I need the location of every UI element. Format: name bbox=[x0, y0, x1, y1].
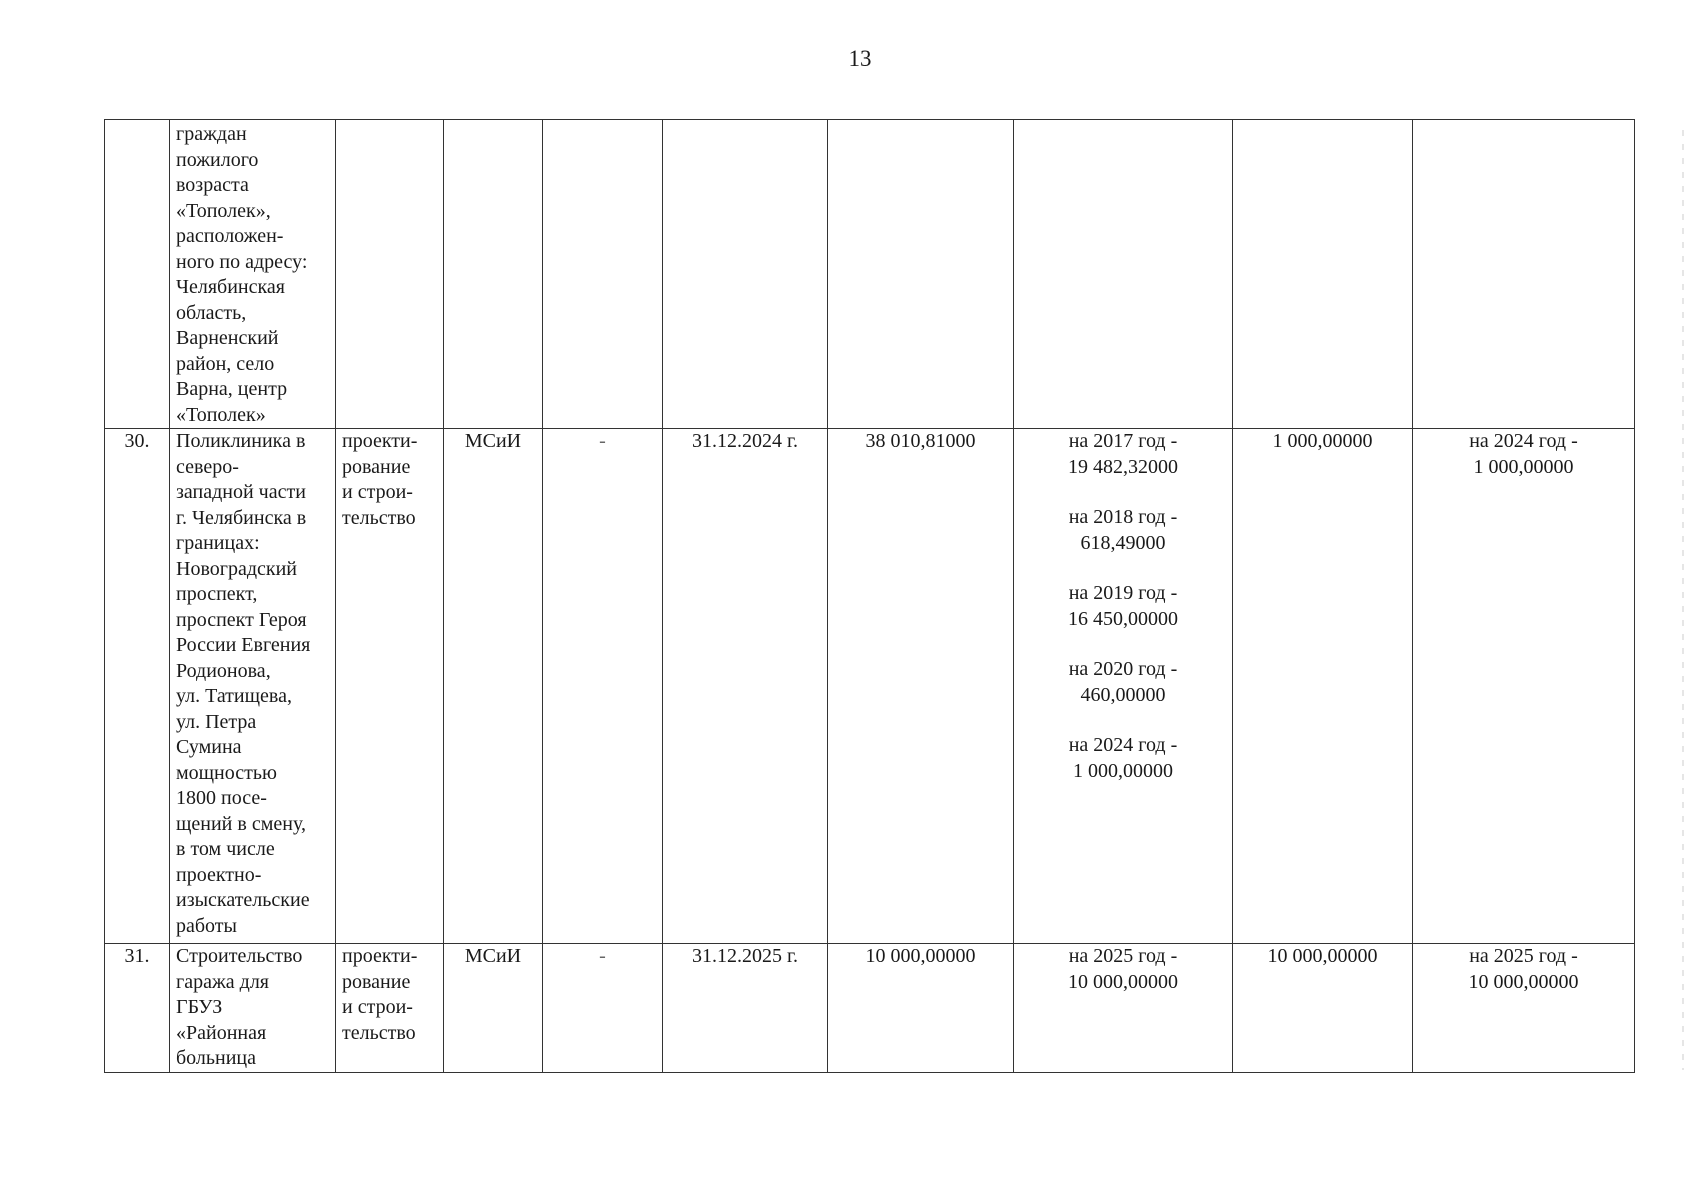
yearly-funding-cell bbox=[1014, 429, 1233, 944]
object-name-line: щений в смену, bbox=[176, 812, 306, 835]
object-name-line: «Районная bbox=[176, 1021, 267, 1044]
year-funding-line: на 2019 год - bbox=[1068, 582, 1178, 604]
work-type-line: тельство bbox=[342, 1021, 416, 1044]
year-funding-line: 10 000,00000 bbox=[1068, 970, 1178, 993]
object-name-line: работы bbox=[176, 914, 237, 937]
amount-cell: 10 000,00000 bbox=[1233, 944, 1413, 1073]
object-name-line: северо- bbox=[176, 455, 239, 478]
object-name-line: мощностью bbox=[176, 761, 277, 784]
work-type-line: тельство bbox=[342, 506, 416, 529]
total-cost-cell: 10 000,00000 bbox=[828, 944, 1014, 1073]
object-name-line: граждан bbox=[176, 123, 247, 145]
year-funding-line: на 2018 год - bbox=[1068, 506, 1178, 528]
object-name-line: проспект Героя bbox=[176, 608, 307, 631]
year-funding-line: 460,00000 bbox=[1080, 683, 1166, 706]
construction-objects-table bbox=[104, 119, 1635, 1073]
completion-date-cell: 31.12.2024 г. bbox=[663, 429, 828, 944]
year-funding-line: 1 000,00000 bbox=[1073, 759, 1173, 782]
object-name-line: ГБУЗ bbox=[176, 996, 223, 1018]
completion-date-cell: 31.12.2025 г. bbox=[663, 944, 828, 1073]
year-funding-line: на 2017 год - bbox=[1068, 430, 1178, 452]
object-name-cell bbox=[170, 120, 336, 429]
object-name-line: «Тополек», bbox=[176, 199, 271, 222]
ministry-cell: МСиИ bbox=[444, 944, 543, 1073]
year-funding-entry bbox=[1020, 581, 1226, 632]
object-name-line: расположен- bbox=[176, 225, 284, 247]
planned-funding-line: 10 000,00000 bbox=[1468, 970, 1579, 993]
amount-cell bbox=[1233, 120, 1413, 429]
work-type-cell bbox=[336, 120, 444, 429]
object-name-line: гаража для bbox=[176, 970, 270, 993]
year-funding-line: на 2024 год - bbox=[1068, 734, 1178, 756]
table-row bbox=[105, 429, 1635, 944]
object-name-line: Строительство bbox=[176, 945, 303, 967]
dash-cell bbox=[543, 944, 663, 1073]
row-number-cell bbox=[105, 120, 170, 429]
row-number-cell: 31. bbox=[105, 944, 170, 1073]
object-name-line: больница bbox=[176, 1047, 256, 1069]
object-name-line: 1800 посе- bbox=[176, 787, 267, 809]
year-funding-entry bbox=[1020, 429, 1226, 480]
planned-funding-line: на 2025 год - bbox=[1469, 945, 1578, 967]
total-cost-cell bbox=[828, 120, 1014, 429]
object-name-line: Варненский bbox=[176, 327, 279, 349]
work-type-line: рование bbox=[342, 970, 411, 993]
work-type-line: проекти- bbox=[342, 430, 418, 452]
year-funding-line: на 2025 год - bbox=[1068, 945, 1178, 967]
object-name-line: изыскательские bbox=[176, 889, 310, 911]
dash-cell bbox=[543, 429, 663, 944]
year-funding-entry bbox=[1020, 657, 1226, 708]
object-name-line: пожилого bbox=[176, 148, 259, 171]
object-name-line: Поликлиника в bbox=[176, 430, 306, 452]
ministry-cell bbox=[444, 120, 543, 429]
ministry-cell: МСиИ bbox=[444, 429, 543, 944]
year-funding-line: 618,49000 bbox=[1080, 531, 1166, 554]
object-name-line: границах: bbox=[176, 532, 260, 554]
page-number: 13 bbox=[848, 46, 872, 71]
planned-funding-line: на 2024 год - bbox=[1469, 430, 1578, 452]
object-name-line: ул. Петра bbox=[176, 710, 257, 733]
work-type-line: и строи- bbox=[342, 481, 413, 503]
object-name-line: г. Челябинска в bbox=[176, 506, 307, 529]
completion-date-cell bbox=[663, 120, 828, 429]
table-body bbox=[105, 120, 1635, 1073]
dash-cell bbox=[543, 120, 663, 429]
object-name-cell bbox=[170, 944, 336, 1073]
object-name-line: Родионова, bbox=[176, 659, 271, 682]
year-funding-line: 16 450,00000 bbox=[1068, 607, 1178, 630]
year-funding-line: 19 482,32000 bbox=[1068, 455, 1178, 478]
year-funding-entry bbox=[1020, 944, 1226, 995]
object-name-line: «Тополек» bbox=[176, 403, 266, 426]
yearly-funding-cell bbox=[1014, 120, 1233, 429]
yearly-funding-cell bbox=[1014, 944, 1233, 1073]
object-name-line: Варна, центр bbox=[176, 378, 288, 400]
planned-funding-cell bbox=[1413, 120, 1635, 429]
work-type-cell bbox=[336, 944, 444, 1073]
planned-funding-cell bbox=[1413, 944, 1635, 1073]
object-name-line: в том числе bbox=[176, 838, 275, 860]
object-name-line: район, село bbox=[176, 352, 275, 375]
object-name-cell bbox=[170, 429, 336, 944]
year-funding-line: на 2020 год - bbox=[1068, 658, 1178, 680]
dash-mark: - bbox=[599, 430, 606, 452]
row-number-cell: 30. bbox=[105, 429, 170, 944]
scan-artifact bbox=[1682, 130, 1684, 1070]
year-funding-entry bbox=[1020, 505, 1226, 556]
object-name-line: проспект, bbox=[176, 583, 258, 605]
object-name-line: область, bbox=[176, 301, 247, 324]
total-cost-cell: 38 010,81000 bbox=[828, 429, 1014, 944]
work-type-line: проекти- bbox=[342, 945, 418, 967]
object-name-line: ного по адресу: bbox=[176, 250, 308, 273]
work-type-line: и строи- bbox=[342, 996, 413, 1018]
object-name-line: проектно- bbox=[176, 863, 262, 886]
amount-cell: 1 000,00000 bbox=[1233, 429, 1413, 944]
planned-funding-line: 1 000,00000 bbox=[1473, 455, 1574, 478]
object-name-line: возраста bbox=[176, 174, 249, 196]
object-name-line: Сумина bbox=[176, 736, 242, 758]
object-name-line: России Евгения bbox=[176, 634, 311, 656]
work-type-line: рование bbox=[342, 455, 411, 478]
planned-funding-cell bbox=[1413, 429, 1635, 944]
object-name-line: западной части bbox=[176, 481, 306, 503]
year-funding-entry bbox=[1020, 733, 1226, 784]
dash-mark: - bbox=[599, 945, 606, 967]
object-name-line: ул. Татищева, bbox=[176, 685, 292, 707]
table-row bbox=[105, 944, 1635, 1073]
table-row bbox=[105, 120, 1635, 429]
work-type-cell bbox=[336, 429, 444, 944]
object-name-line: Новоградский bbox=[176, 557, 298, 580]
object-name-line: Челябинская bbox=[176, 276, 286, 298]
